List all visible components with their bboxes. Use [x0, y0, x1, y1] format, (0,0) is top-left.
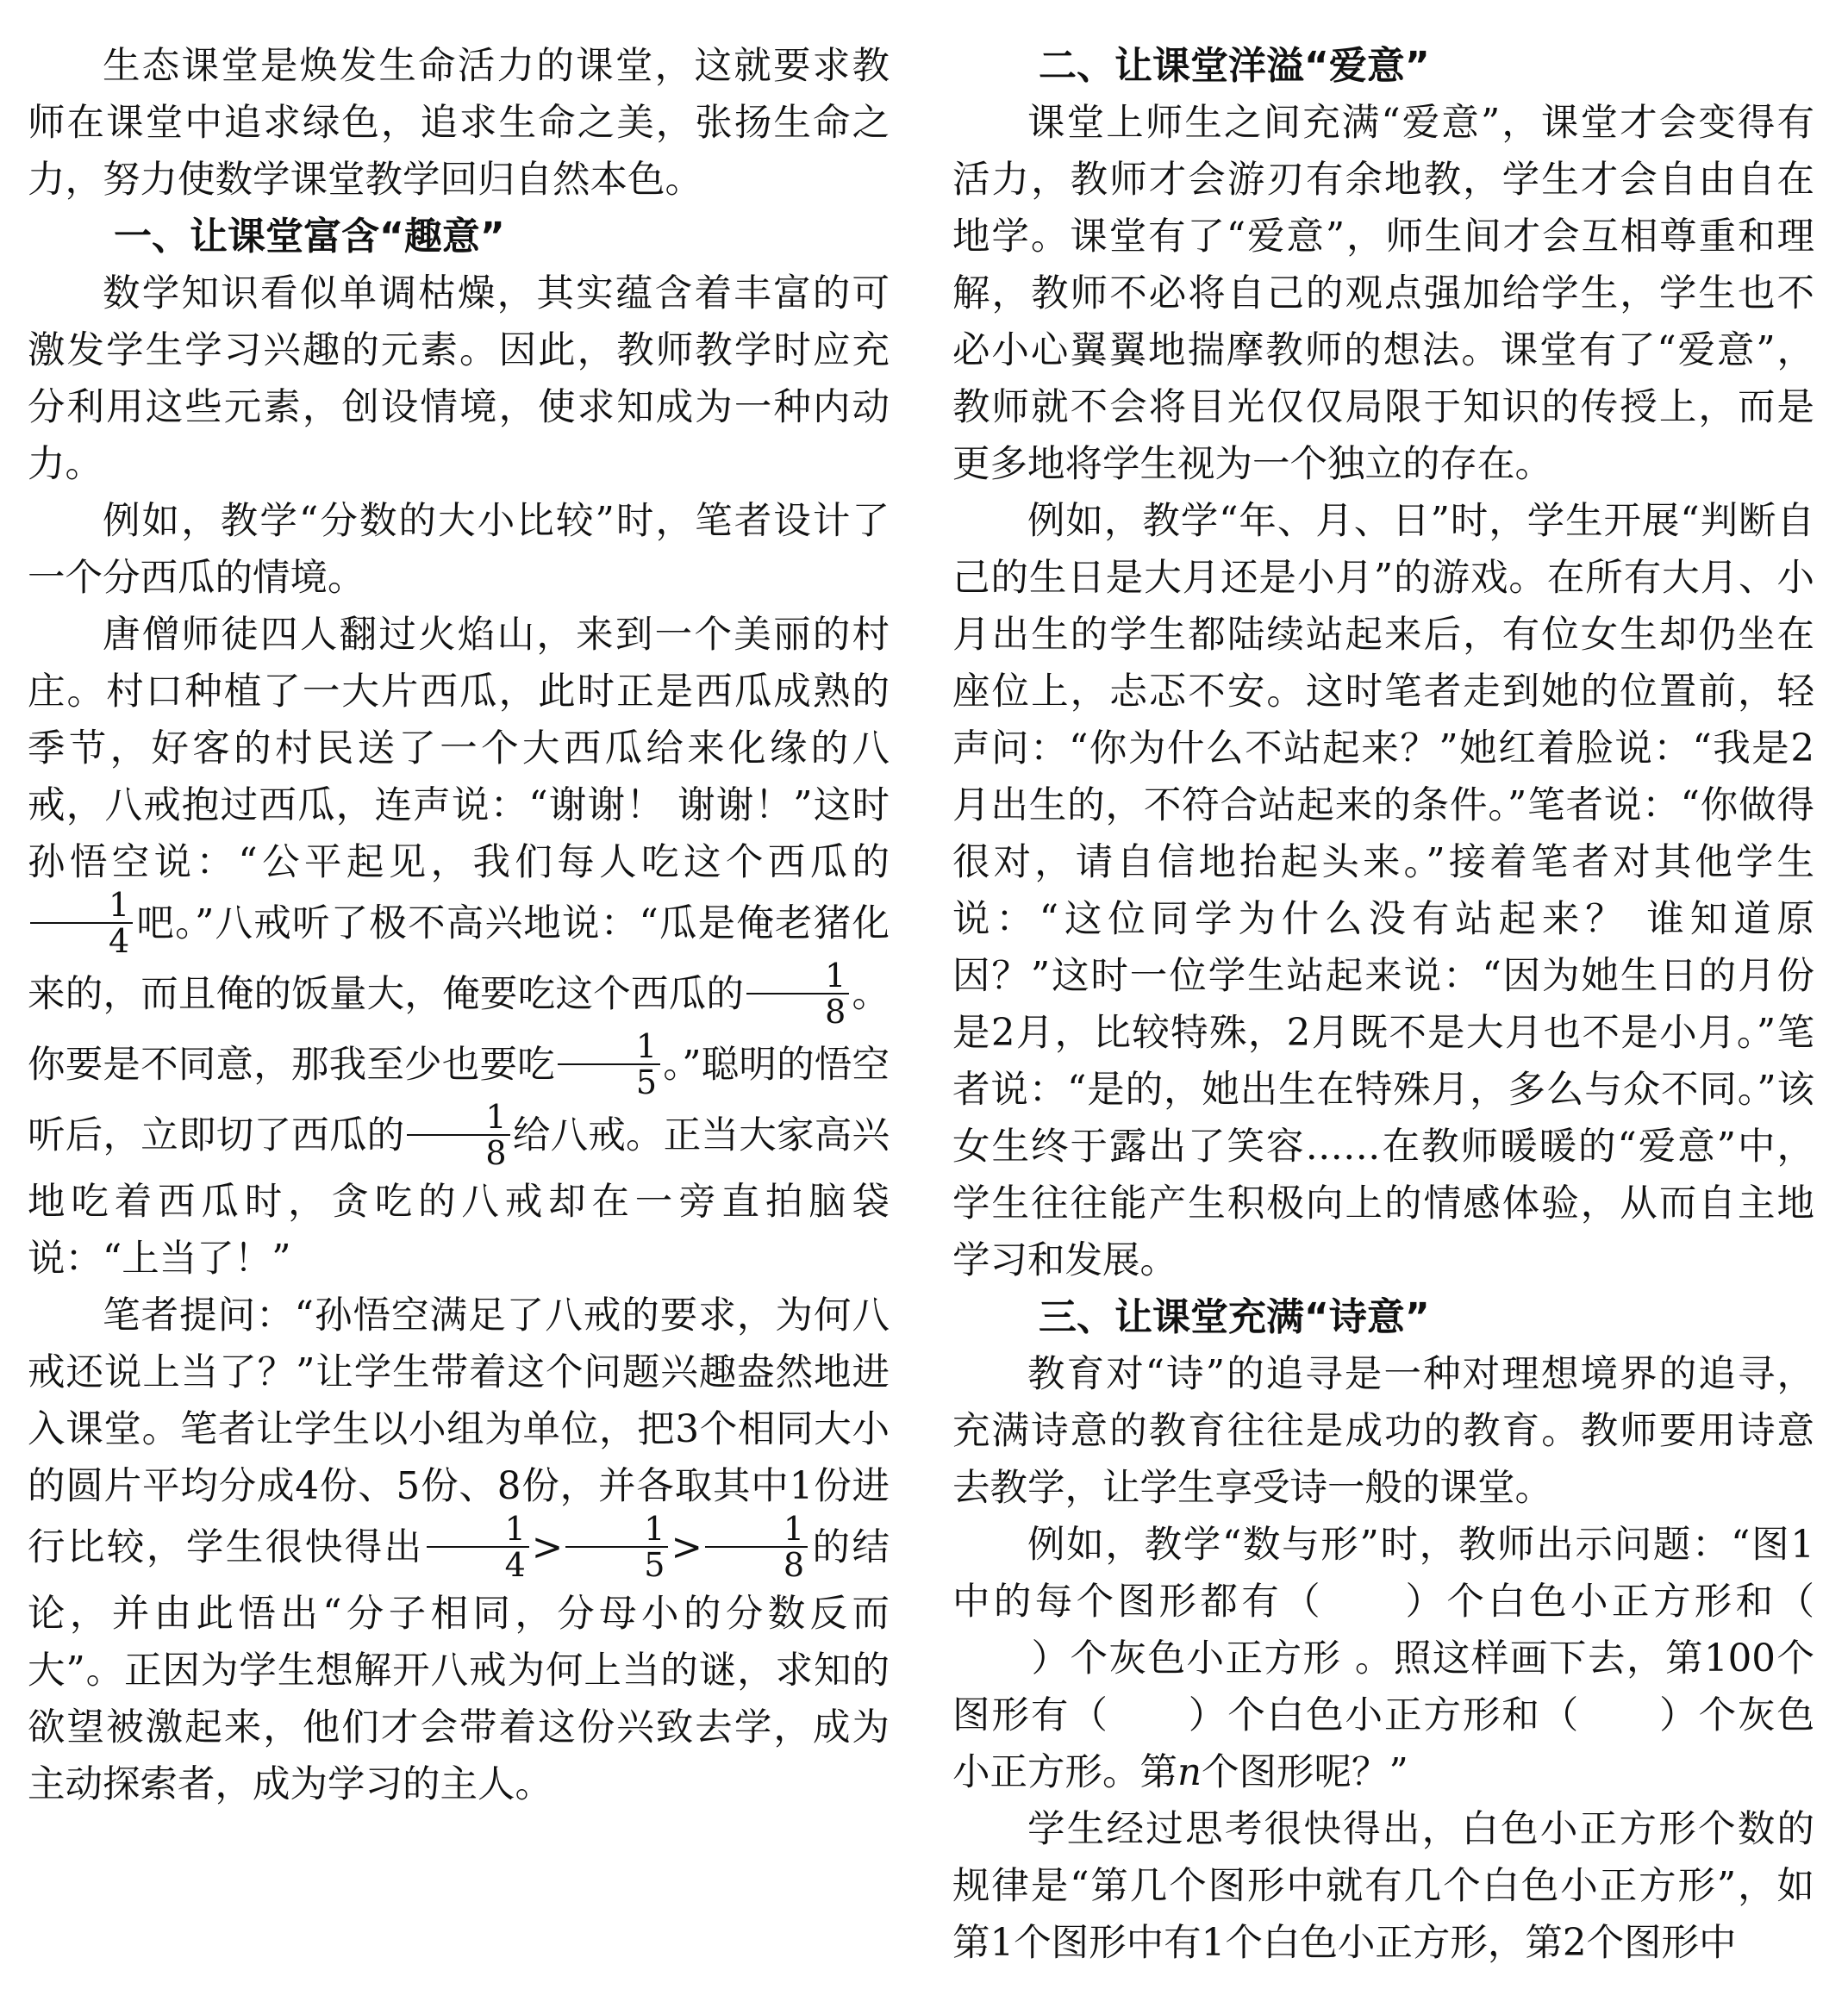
denominator: 4 [504, 1546, 526, 1584]
fraction [705, 1512, 808, 1582]
text-run: 给八戒。正当大家高兴地吃着西瓜时，贪吃的八戒却在一旁直拍脑袋说：“上当了！” [28, 1114, 890, 1281]
numerator: 1 [746, 958, 849, 994]
paragraph: 教育对“诗”的追寻是一种对理想境界的追寻，充满诗意的教育往往是成功的教育。教师要用诗意去教学，让学生享受诗一般的课堂。 [952, 1353, 1814, 1510]
right-column [952, 38, 1814, 1972]
text-run: 。你要是不同意，那我至少也要吃 [28, 973, 890, 1087]
greater-than-sign: > [671, 1526, 702, 1569]
denominator: 8 [783, 1546, 805, 1584]
text-run: 个图形呢？” [1202, 1751, 1408, 1794]
denominator: 8 [825, 993, 846, 1031]
numerator: 1 [30, 888, 133, 924]
left-column [28, 38, 890, 1813]
paragraph: 数学知识看似单调枯燥，其实蕴含着丰富的可激发学生学习兴趣的元素。因此，教师教学时应充分利用这些元素，创设情境，使求知成为一种内动力。 [28, 272, 890, 486]
greater-than-sign: > [531, 1526, 564, 1569]
problem-paragraph [952, 1517, 1814, 1801]
fraction [565, 1512, 668, 1582]
text-run: 唐僧师徒四人翻过火焰山，来到一个美丽的村庄。村口种植了一大片西瓜，此时正是西瓜成熟的季节，好客的村民送了一个大西瓜给来化缘的八戒，八戒抱过西瓜，连声说：“谢谢！ 谢谢！”这时孙悟空说：“公平起见，我们每人吃这个西瓜的 [28, 614, 890, 884]
fraction [746, 958, 849, 1029]
paragraph: 例如，教学“年、月、日”时，学生开展“判断自己的生日是大月还是小月”的游戏。在所有大月、小月出生的学生都陆续站起来后，有位女生却仍坐在座位上，忐忑不安。这时笔者走到她的位置前，轻声问：“你为什么不站起来？”她红着脸说：“我是2月出生的，不符合站起来的条件。”笔者说：“你做得很对，请自信地抬起头来。”接着笔者对其他学生说：“这位同学为什么没有站起来？ 谁知道原因？”这时一位学生站起来说：“因为她生日的月份是2月，比较特殊，2月既不是大月也不是小月。”笔者说：“是的，她出生在特殊月，多么与众不同。”该女生终于露出了笑容……在教师暖暖的“爱意”中，学生往往能产生积极向上的情感体验，从而自主地学习和发展。 [952, 500, 1814, 1282]
section-heading-1: 一、让课堂富含“趣意” [114, 215, 505, 259]
text-run: 的结论，并由此悟出“分子相同，分母小的分数反而大”。正因为学生想解开八戒为何上当的谜，求知的欲望被激起来，他们才会带着这份兴致去学，成为主动探索者，成为学习的主人。 [28, 1526, 890, 1806]
text-run: ）个白色小正方形和（ [1186, 1694, 1581, 1737]
paragraph: 例如，教学“分数的大小比较”时，笔者设计了一个分西瓜的情境。 [28, 500, 890, 600]
intro-paragraph: 生态课堂是焕发生命活力的课堂，这就要求教师在课堂中追求绿色，追求生命之美，张扬生命之力，努力使数学课堂教学回归自然本色。 [28, 45, 890, 202]
text-run: ）个灰色小正方形 。照这样画下去，第100个图形有（ [952, 1637, 1814, 1737]
denominator: 5 [644, 1546, 665, 1584]
section-heading-2: 二、让课堂洋溢“爱意” [1039, 44, 1430, 88]
numerator: 1 [705, 1512, 808, 1548]
fraction [30, 888, 133, 958]
text-run: 。”聪明的悟空听后，立即切了西瓜的 [28, 1044, 890, 1157]
numerator: 1 [427, 1512, 529, 1548]
denominator: 8 [485, 1134, 507, 1172]
text-run: ）个灰色小正方形。第 [952, 1694, 1815, 1794]
text-run: 笔者提问：“孙悟空满足了八戒的要求，为何八戒还说上当了？”让学生带着这个问题兴趣盎然地进入课堂。笔者让学生以小组为单位，把3个相同大小的圆片平均分成4份、5份、8份，并各取其中1份进行比较，学生很快得出 [28, 1294, 890, 1569]
numerator: 1 [558, 1029, 660, 1065]
denominator: 4 [109, 922, 130, 960]
text-run: 吧。”八戒听了极不高兴地说：“瓜是俺老猪化来的，而且俺的饭量大，俺要吃这个西瓜的 [28, 902, 890, 1016]
fraction [407, 1100, 509, 1170]
variable-n: n [1177, 1751, 1202, 1794]
question-paragraph [28, 1288, 890, 1813]
paragraph: 学生经过思考很快得出，白色小正方形个数的规律是“第几个图形中就有几个白色小正方形”，如第1个图形中有1个白色小正方形，第2个图形中 [952, 1808, 1814, 1965]
fraction [558, 1029, 660, 1100]
text-run: ）个白色小正方形和（ [1402, 1581, 1815, 1624]
story-paragraph [28, 607, 890, 1288]
section-heading-3: 三、让课堂充满“诗意” [1039, 1295, 1430, 1339]
text-run: 例如，教学“数与形”时，教师出示问题：“图1中的每个图形都有（ [952, 1524, 1814, 1624]
numerator: 1 [565, 1512, 668, 1548]
fraction [427, 1512, 529, 1582]
denominator: 5 [635, 1063, 658, 1101]
paragraph: 课堂上师生之间充满“爱意”，课堂才会变得有活力，教师才会游刃有余地教，学生才会自由自在地学。课堂有了“爱意”，师生间才会互相尊重和理解，教师不必将自己的观点强加给学生，学生也不必小心翼翼地揣摩教师的想法。课堂有了“爱意”，教师就不会将目光仅仅局限于知识的传授上，而是更多地将学生视为一个独立的存在。 [952, 102, 1814, 486]
numerator: 1 [407, 1100, 509, 1136]
